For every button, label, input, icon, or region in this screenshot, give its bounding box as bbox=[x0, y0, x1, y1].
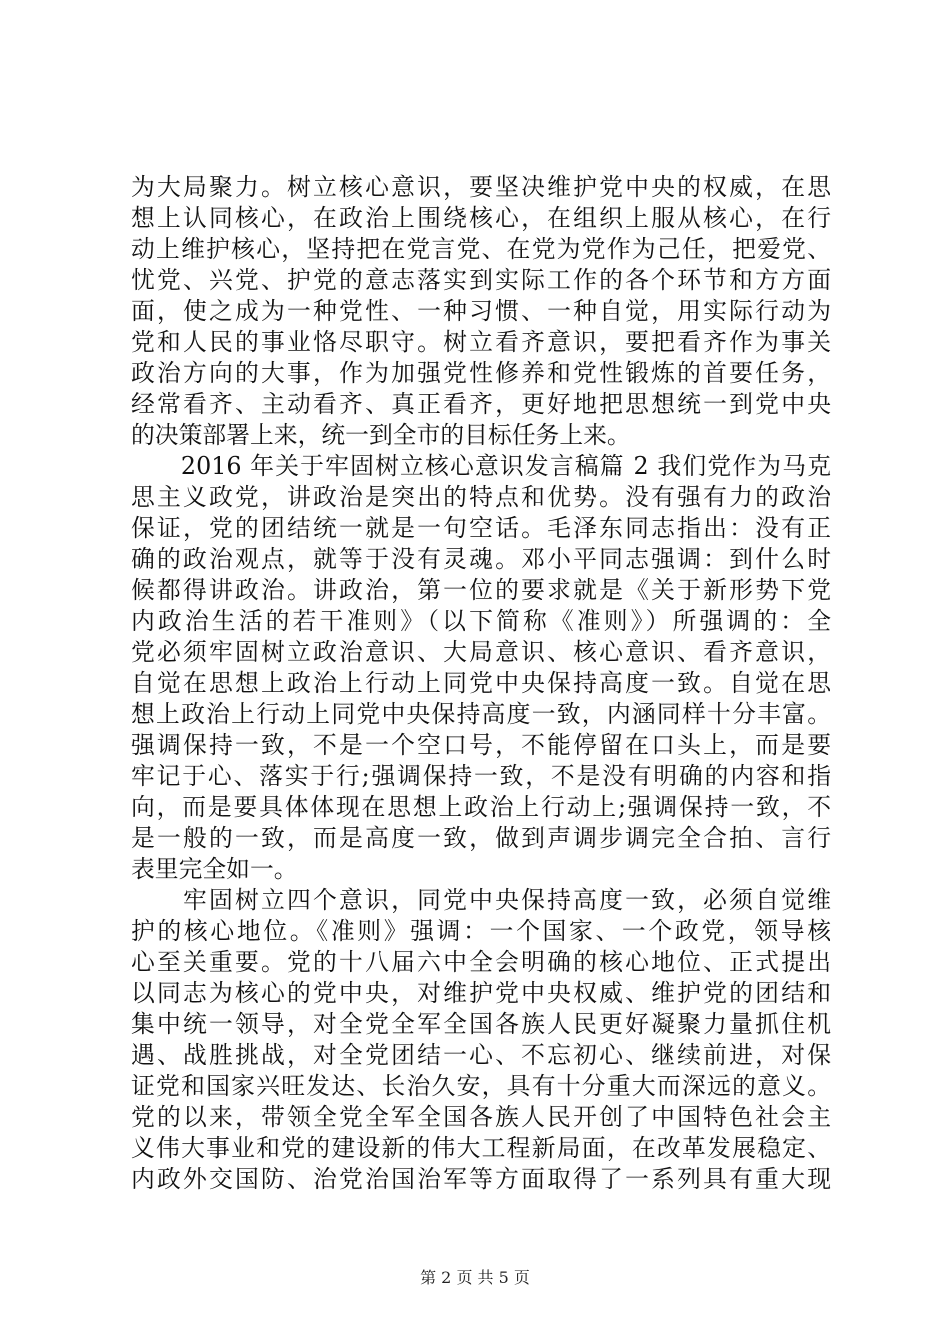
text-line: 牢固树立四个意识，同党中央保持高度一致，必须自觉维 bbox=[131, 886, 831, 914]
text-line: 想上政治上行动上同党中央保持高度一致，内涵同样十分丰富。 bbox=[131, 700, 831, 728]
page-footer: 第 2 页 共 5 页 bbox=[420, 1268, 530, 1287]
text-line: 政治方向的大事，作为加强党性修养和党性锻炼的首要任务， bbox=[131, 359, 831, 387]
text-line: 想上认同核心，在政治上围绕核心，在组织上服从核心，在行 bbox=[131, 204, 831, 232]
text-line: 面，使之成为一种党性、一种习惯、一种自觉，用实际行动为 bbox=[131, 297, 831, 325]
text-line: 牢记于心、落实于行;强调保持一致，不是没有明确的内容和指 bbox=[131, 762, 831, 790]
text-line: 内政治生活的若干准则》（以下简称《准则》）所强调的：全 bbox=[131, 607, 831, 635]
body-text bbox=[131, 172, 831, 1195]
text-line: 候都得讲政治。讲政治，第一位的要求就是《关于新形势下党 bbox=[131, 576, 831, 604]
text-line: 党必须牢固树立政治意识、大局意识、核心意识、看齐意识， bbox=[131, 638, 831, 666]
text-line: 保证，党的团结统一就是一句空话。毛泽东同志指出：没有正 bbox=[131, 514, 831, 542]
text-line: 内政外交国防、治党治国治军等方面取得了一系列具有重大现 bbox=[131, 1165, 831, 1193]
text-line: 的决策部署上来，统一到全市的目标任务上来。 bbox=[131, 421, 631, 449]
text-line: 表里完全如一。 bbox=[131, 855, 298, 883]
text-line: 集中统一领导，对全党全军全国各族人民更好凝聚力量抓住机 bbox=[131, 1010, 831, 1038]
text-line: 护的核心地位。《准则》强调：一个国家、一个政党，领导核 bbox=[131, 917, 831, 945]
text-line: 党和人民的事业恪尽职守。树立看齐意识，要把看齐作为事关 bbox=[131, 328, 831, 356]
text-line: 动上维护核心，坚持把在党言党、在党为党作为己任，把爱党、 bbox=[131, 235, 831, 263]
text-line: 以同志为核心的党中央，对维护党中央权威、维护党的团结和 bbox=[131, 979, 831, 1007]
text-line: 经常看齐、主动看齐、真正看齐，更好地把思想统一到党中央 bbox=[131, 390, 831, 418]
text-line: 是一般的一致，而是高度一致，做到声调步调完全合拍、言行 bbox=[131, 824, 831, 852]
text-line: 证党和国家兴旺发达、长治久安，具有十分重大而深远的意义。 bbox=[131, 1072, 831, 1100]
text-line: 向，而是要具体体现在思想上政治上行动上;强调保持一致，不 bbox=[131, 793, 831, 821]
text-line: 遇、战胜挑战，对全党团结一心、不忘初心、继续前进，对保 bbox=[131, 1041, 831, 1069]
text-line: 强调保持一致，不是一个空口号，不能停留在口头上，而是要 bbox=[131, 731, 831, 759]
text-line: 忧党、兴党、护党的意志落实到实际工作的各个环节和方方面 bbox=[131, 266, 831, 294]
text-line: 2016 年关于牢固树立核心意识发言稿篇 2 我们党作为马克 bbox=[131, 452, 831, 480]
text-line: 为大局聚力。树立核心意识，要坚决维护党中央的权威，在思 bbox=[131, 173, 831, 201]
text-line: 党的以来，带领全党全军全国各族人民开创了中国特色社会主 bbox=[131, 1103, 831, 1131]
text-line: 义伟大事业和党的建设新的伟大工程新局面，在改革发展稳定、 bbox=[131, 1134, 831, 1162]
text-line: 确的政治观点，就等于没有灵魂。邓小平同志强调：到什么时 bbox=[131, 545, 831, 573]
text-line: 心至关重要。党的十八届六中全会明确的核心地位、正式提出 bbox=[131, 948, 831, 976]
text-line: 自觉在思想上政治上行动上同党中央保持高度一致。自觉在思 bbox=[131, 669, 831, 697]
text-line: 思主义政党，讲政治是突出的特点和优势。没有强有力的政治 bbox=[131, 483, 831, 511]
